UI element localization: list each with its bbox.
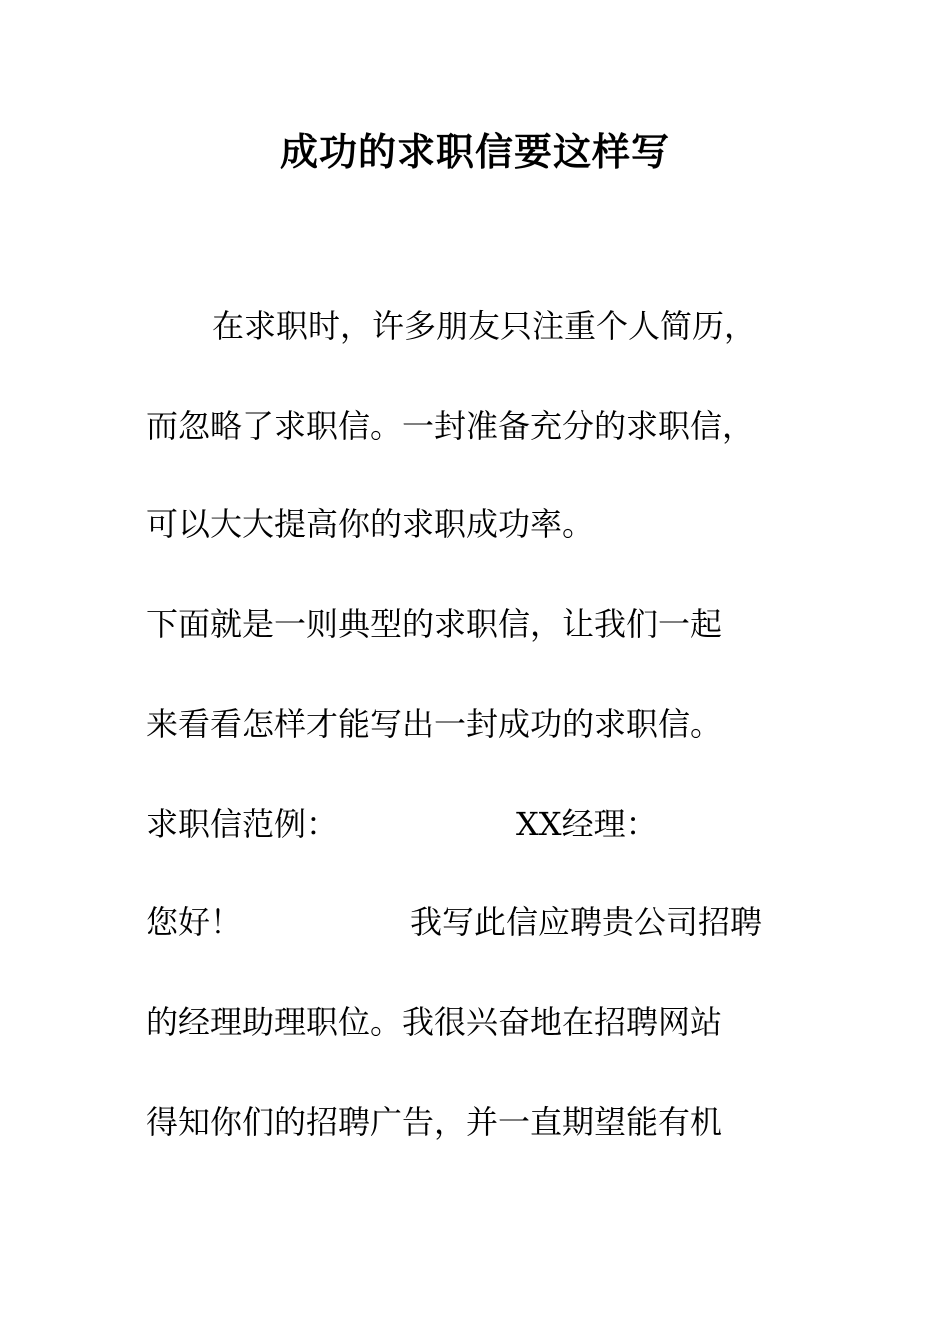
paragraph-line: 下面就是一则典型的求职信，让我们一起 xyxy=(146,605,723,643)
paragraph-line: 可以大大提高你的求职成功率。 xyxy=(146,505,595,543)
letter-body-start: 我写此信应聘贵公司招聘 xyxy=(410,903,763,941)
paragraph-line: 的经理助理职位。我很兴奋地在招聘网站 xyxy=(146,1003,723,1041)
paragraph-line: 得知你们的招聘广告，并一直期望能有机 xyxy=(146,1103,723,1141)
greeting-line xyxy=(146,898,762,946)
paragraph-line: 在求职时，许多朋友只注重个人简历， xyxy=(212,307,757,345)
document-title: 成功的求职信要这样写 xyxy=(279,130,670,174)
example-label: 求职信范例： xyxy=(146,805,339,843)
example-heading-line xyxy=(146,800,658,848)
salutation-recipient: XX经理： xyxy=(516,805,658,843)
paragraph-line: 来看看怎样才能写出一封成功的求职信。 xyxy=(146,705,723,743)
paragraph-line: 而忽略了求职信。一封准备充分的求职信， xyxy=(146,407,755,445)
greeting: 您好！ xyxy=(146,903,243,941)
